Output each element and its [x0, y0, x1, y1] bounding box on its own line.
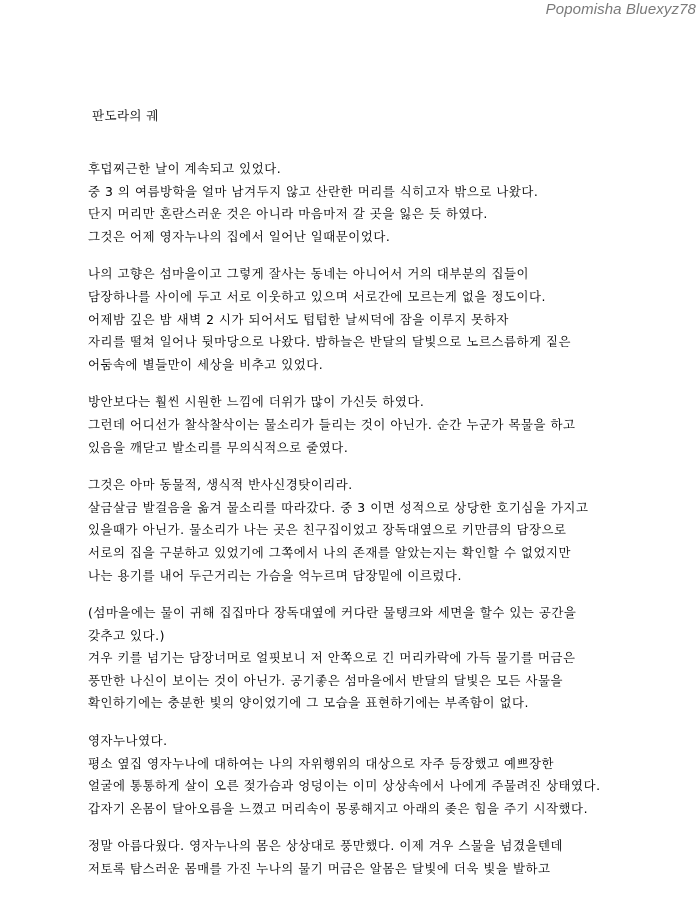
text-line: 그것은 어제 영자누나의 집에서 일어난 일때문이었다.: [88, 228, 391, 244]
text-line: 중 3 의 여름방학을 얼마 남겨두지 않고 산란한 머리를 식히고자 밖으로 나왔다.: [88, 183, 539, 199]
text-line: 영자누나였다.: [88, 733, 168, 749]
text-line: 자리를 떨쳐 일어나 뒷마당으로 나왔다. 밤하늘은 반달의 달빛으로 노르스름하게 짙은: [88, 334, 572, 350]
text-line: 그것은 아마 동물적, 생식적 반사신경탓이리라.: [88, 477, 353, 493]
text-line: 나는 용기를 내어 두근거리는 가슴을 억누르며 담장밑에 이르렀다.: [88, 567, 462, 583]
text-line: 있을때가 아닌가. 물소리가 나는 곳은 친구집이었고 장독대옆으로 키만큼의 담장으로: [88, 522, 567, 538]
document-title: 판도라의 궤: [92, 108, 159, 123]
text-line: 풍만한 나신이 보이는 것이 아닌가. 공기좋은 섬마을에서 반달의 달빛은 모든 사물을: [88, 672, 564, 688]
paragraph: [88, 835, 688, 880]
paragraph: [88, 602, 688, 715]
text-line: (섬마을에는 물이 귀해 집집마다 장독대옆에 커다란 물탱크와 세면을 할수 있는 공간을: [88, 605, 577, 621]
text-line: 있음을 깨닫고 발소리를 무의식적으로 줄였다.: [88, 439, 349, 455]
text-line: 담장하나를 사이에 두고 서로 이웃하고 있으며 서로간에 모르는게 없을 정도이다.: [88, 288, 547, 304]
text-line: 서로의 집을 구분하고 있었기에 그쪽에서 나의 존재를 알았는지는 확인할 수 없었지만: [88, 544, 572, 560]
watermark-text: Popomisha Bluexyz78: [545, 1, 696, 18]
text-line: 갑자기 온몸이 달아오름을 느꼈고 머리속이 몽롱해지고 아래의 좆은 힘을 주기 시작했다.: [88, 800, 589, 816]
text-line: 살금살금 발걸음을 옮겨 물소리를 따라갔다. 중 3 이면 성적으로 상당한 호기심을 가지고: [88, 499, 589, 515]
text-line: 얼굴에 통통하게 살이 오른 젖가슴과 엉덩이는 이미 상상속에서 나에게 주물려진 상태였다.: [88, 778, 601, 794]
text-line: 그런데 어디선가 찰삭찰삭이는 물소리가 들리는 것이 아닌가. 순간 누군가 목물을 하고: [88, 416, 576, 432]
paragraph: [88, 263, 688, 376]
text-line: 어둠속에 별들만이 세상을 비추고 있었다.: [88, 356, 324, 372]
paragraph: [88, 474, 688, 587]
paragraph: [88, 391, 688, 459]
text-line: 평소 옆집 영자누나에 대하여는 나의 자위행위의 대상으로 자주 등장했고 예쁘장한: [88, 755, 555, 771]
text-line: 정말 아름다웠다. 영자누나의 몸은 상상대로 풍만했다. 이제 겨우 스물을 넘겼을텐데: [88, 838, 564, 854]
text-line: 나의 고향은 섬마을이고 그렇게 잘사는 동네는 아니어서 거의 대부분의 집들이: [88, 266, 530, 282]
text-line: 어제밤 깊은 밤 새벽 2 시가 되어서도 텁텁한 날씨덕에 잠을 이루지 못하자: [88, 311, 509, 327]
text-line: 방안보다는 훨씬 시원한 느낌에 더위가 많이 가신듯 하였다.: [88, 394, 425, 410]
text-line: 후덥찌근한 날이 계속되고 있었다.: [88, 161, 282, 176]
text-line: 저토록 탐스러운 몸매를 가진 누나의 물기 머금은 알몸은 달빛에 더욱 빛을 발하고: [88, 861, 551, 877]
document-body: [88, 158, 688, 896]
text-line: 확인하기에는 충분한 빛의 양이었기에 그 모습을 표현하기에는 부족함이 없다.: [88, 695, 530, 711]
paragraph: [88, 730, 688, 820]
text-line: 갖추고 있다.): [88, 627, 165, 643]
paragraph: [88, 158, 688, 248]
text-line: 단지 머리만 혼란스러운 것은 아니라 마음마저 갈 곳을 잃은 듯 하였다.: [88, 206, 488, 222]
text-line: 겨우 키를 넘기는 담장너머로 얼핏보니 저 안쪽으로 긴 머리카락에 가득 물기를 머금은: [88, 650, 576, 666]
